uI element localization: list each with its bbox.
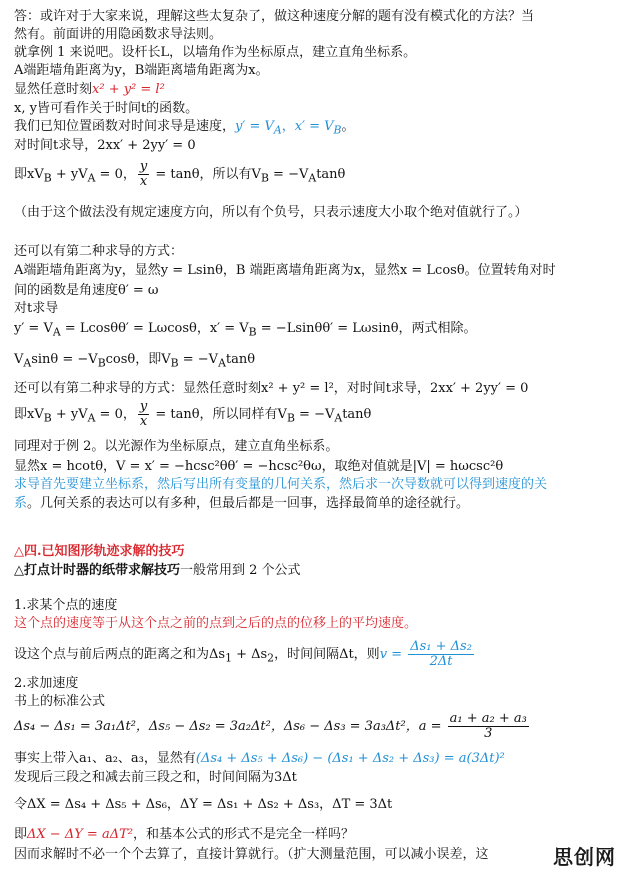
- eq-part: Δs₄ − Δs₁ = 3a₁Δt²，Δs₅ − Δs₂ = 3a₂Δt²，Δs₆ − Δs₃ = 3a₃Δt²，a =: [14, 719, 446, 734]
- text-line: 然有。前面讲的用隐函数求导法则。: [14, 27, 223, 42]
- eq-part: 设这个点与前后两点的距离之和为Δs: [14, 647, 226, 662]
- fraction: [138, 160, 149, 189]
- eq-part: y′ = V: [235, 119, 274, 134]
- text-line: 间的函数是角速度θ′ = ω: [14, 283, 159, 298]
- subscript: B: [170, 356, 179, 370]
- text-line: [14, 495, 614, 513]
- text-span: 即: [14, 827, 28, 842]
- eq-part: + yV: [51, 167, 88, 182]
- eq-part: tanθ: [225, 352, 256, 367]
- subscript: A: [52, 325, 61, 339]
- text-line: [14, 351, 614, 373]
- equation-red: ΔX − ΔY = aΔT²: [27, 827, 133, 842]
- denominator: 2Δt: [429, 654, 453, 669]
- eq-part: 即xV: [14, 407, 44, 422]
- numerator: Δs₁ + Δs₂: [410, 639, 472, 654]
- eq-part: + yV: [51, 407, 88, 422]
- subscript: A: [218, 356, 226, 370]
- eq-part: = −V: [178, 352, 219, 367]
- numerator: y: [139, 159, 148, 174]
- subscript: A: [23, 356, 32, 370]
- text-span: 事实上带入a₁、a₂、a₃，显然有: [14, 751, 196, 766]
- numerator: y: [139, 399, 148, 414]
- text-span: 我们已知位置函数对时间求导是速度，: [14, 119, 236, 134]
- text-line: [14, 826, 614, 844]
- text-line: 还可以有第二种求导的方式：显然任意时刻x² + y² = l²，对时间t求导，2xx′ + 2yy′ = 0: [14, 381, 529, 396]
- eq-part: = 0，: [95, 407, 136, 422]
- subscript: B: [43, 411, 52, 425]
- fraction: [138, 400, 149, 429]
- text-line: 同理对于例 2。以光源作为坐标原点，建立直角坐标系。: [14, 439, 339, 454]
- eq-part: cosθ，即V: [105, 352, 171, 367]
- subsection-heading: [14, 562, 614, 580]
- eq-part: = −Lsinθθ′ = Lωsinθ，两式相除。: [256, 321, 477, 336]
- text-line: 对t求导: [14, 301, 59, 316]
- eq-part: tanθ: [316, 167, 346, 182]
- text-span: 系: [14, 496, 28, 511]
- text-line: 对时间t求导，2xx′ + 2yy′ = 0: [14, 138, 196, 153]
- subscript: B: [286, 411, 295, 425]
- denominator: x: [139, 174, 148, 189]
- text-line: 显然x = hcotθ，V = x′ = −hcsc²θθ′ = −hcsc²θω，取绝对值就是|V| = hωcsc²θ: [14, 459, 504, 474]
- item-title: 1.求某个点的速度: [14, 598, 118, 613]
- eq-part: = tanθ，所以有V: [151, 167, 261, 182]
- text-line: 答：或许对于大家来说，理解这些太复杂了，做这种速度分解的题有没有模式化的方法？当: [14, 9, 535, 24]
- subscript: A: [87, 171, 96, 185]
- eq-part: tanθ: [342, 407, 372, 422]
- text-line: [14, 160, 614, 194]
- subscript: 1: [225, 651, 232, 665]
- text-span: ，: [281, 119, 295, 134]
- subscript: B: [43, 171, 52, 185]
- denominator: 3: [484, 726, 493, 741]
- text-line: 书上的标准公式: [14, 694, 106, 709]
- text-line: A端距墙角距离为y，显然y = Lsinθ，B 端距离墙角距离为x，显然x = Lcosθ。位置转角对时: [14, 263, 556, 278]
- eq-part: y′ = V: [14, 321, 53, 336]
- text-line: A端距墙角距离为y，B端距离墙角距离为x。: [14, 63, 269, 78]
- velocity-formula: [379, 639, 476, 669]
- subscript: A: [334, 411, 343, 425]
- highlight-line: 这个点的速度等于从这个点之前的点到之后的点的位移上的平均速度。: [14, 616, 418, 631]
- subscript: B: [248, 325, 257, 339]
- denominator: x: [139, 414, 148, 429]
- subscript: B: [260, 171, 269, 185]
- text-span: 。: [341, 119, 355, 134]
- text-line: [14, 320, 614, 342]
- item-title: 2.求加速度: [14, 676, 79, 691]
- text-line: [14, 712, 614, 742]
- text-line: [14, 750, 614, 768]
- subscript: B: [333, 123, 342, 137]
- fraction: [408, 640, 474, 669]
- eq-part: ，时间间隔Δt，则: [274, 647, 380, 662]
- subscript: A: [87, 411, 96, 425]
- eq-part: = tanθ，所以同样有V: [151, 407, 287, 422]
- eq-part: + Δs: [231, 647, 268, 662]
- text-span: 。几何关系的表达可以有多种，但最后都是一回事，选择最简单的途径就行。: [27, 496, 470, 511]
- section-heading: △四.已知图形轨迹求解的技巧: [14, 544, 185, 559]
- equation-xb: [294, 119, 342, 137]
- text-span: ，和基本公式的形式不是完全一样吗？: [132, 827, 354, 842]
- subscript: B: [97, 356, 106, 370]
- text-span: 一般常用到 2 个公式: [180, 563, 301, 578]
- text-line: （由于这个做法没有规定速度方向，所以有个负号，只表示速度大小取个绝对值就行了。）: [14, 205, 528, 220]
- text-line: 因而求解时不必一个个去算了，直接计算就行。（扩大测量范围，可以减小误差，这: [14, 847, 489, 862]
- text-line: 就拿例 1 来说吧。设杆长L，以墙角作为坐标原点，建立直角坐标系。: [14, 45, 417, 60]
- text-line: 令ΔX = Δs₄ + Δs₅ + Δs₆，ΔY = Δs₁ + Δs₂ + Δs₃，ΔT = 3Δt: [14, 797, 393, 812]
- text-span: 显然任意时刻: [14, 82, 93, 97]
- eq-part: V: [14, 352, 24, 367]
- text-line: 发现后三段之和减去前三段之和，时间间隔为3Δt: [14, 770, 297, 785]
- subscript: A: [308, 171, 317, 185]
- text-line: [14, 640, 614, 674]
- eq-part: = −V: [294, 407, 335, 422]
- eq-part: x′ = V: [294, 119, 334, 134]
- highlight-line: 求导首先要建立坐标系，然后写出所有变量的几何关系，然后求一次导数就可以得到速度的关: [14, 477, 548, 492]
- eq-part: sinθ = −V: [31, 352, 98, 367]
- subscript: A: [273, 123, 282, 137]
- numerator: a₁ + a₂ + a₃: [449, 711, 527, 726]
- eq-part: = −V: [268, 167, 309, 182]
- eq-part: 即xV: [14, 167, 44, 182]
- text-line: x, y皆可看作关于时间t的函数。: [14, 101, 199, 116]
- equation-ya: [235, 119, 282, 137]
- eq-part: v =: [379, 647, 407, 662]
- subscript: 2: [267, 651, 275, 665]
- equation-blue: (Δs₄ + Δs₅ + Δs₆) − (Δs₁ + Δs₂ + Δs₃) = a(3Δt)²: [195, 751, 505, 766]
- watermark-logo: 思创网: [553, 845, 616, 869]
- text-span: △打点计时器的纸带求解技巧: [14, 563, 180, 578]
- eq-part: = Lcosθθ′ = Lωcosθ，x′ = V: [60, 321, 249, 336]
- text-line: 还可以有第二种求导的方式：: [14, 244, 184, 259]
- equation-circle: x² + y² = l²: [92, 82, 165, 97]
- text-line: [14, 81, 614, 99]
- text-line: [14, 400, 614, 434]
- eq-part: = 0，: [95, 167, 136, 182]
- fraction: [448, 712, 529, 741]
